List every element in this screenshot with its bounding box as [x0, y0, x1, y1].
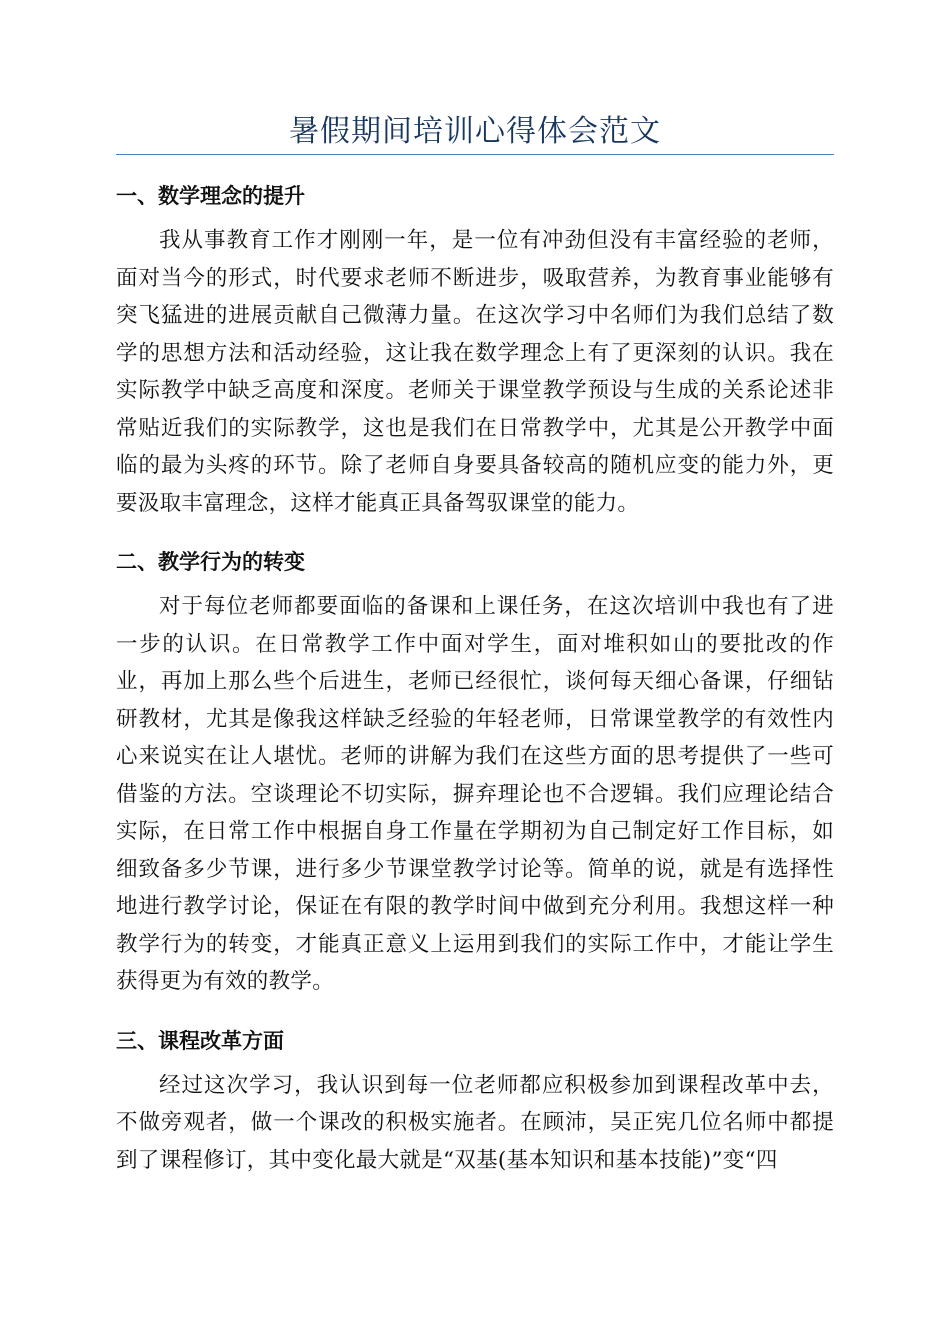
- section-2: [116, 536, 834, 1001]
- section-1: [116, 170, 834, 522]
- section-heading: 三、课程改革方面: [116, 1028, 284, 1053]
- section-paragraph: 经过这次学习，我认识到每一位老师都应积极参加到课程改革中去，不做旁观者，做一个课改的积极实施者。在顾沛，吴正宪几位名师中都提到了课程修订，其中变化最大就是“双基(基本知识和基本技能)”变“四: [116, 1072, 834, 1173]
- section-heading: 一、数学理念的提升: [116, 184, 305, 208]
- section-3: [116, 1015, 834, 1180]
- document-body: [116, 170, 834, 1193]
- section-paragraph: 对于每位老师都要面临的备课和上课任务，在这次培训中我也有了进一步的认识。在日常教学工作中面对学生，面对堆积如山的要批改的作业，再加上那么些个后进生，老师已经很忙，谈何每天细心备课，仔细钻研教材，尤其是像我这样缺乏经验的年轻老师，日常课堂教学的有效性内心来说实在让人堪忧。老师的讲解为我们在这些方面的思考提供了一些可借鉴的方法。空谈理论不切实际，摒弃理论也不合逻辑。我们应理论结合实际，在日常工作中根据自身工作量在学期初为自己制定好工作目标，如细致备多少节课，进行多少节课堂教学讨论等。简单的说，就是有选择性地进行教学讨论，保证在有限的教学时间中做到充分利用。我想这样一种教学行为的转变，才能真正意义上运用到我们的实际工作中，才能让学生获得更为有效的教学。: [116, 594, 834, 994]
- title-underline: [116, 154, 834, 155]
- section-heading: 二、教学行为的转变: [116, 550, 305, 574]
- section-paragraph: 我从事教育工作才刚刚一年，是一位有冲劲但没有丰富经验的老师，面对当今的形式，时代要求老师不断进步，吸取营养，为教育事业能够有突飞猛进的进展贡献自己微薄力量。在这次学习中名师们为我们总结了数学的思想方法和活动经验，这让我在数学理念上有了更深刻的认识。我在实际教学中缺乏高度和深度。老师关于课堂教学预设与生成的关系论述非常贴近我们的实际教学，这也是我们在日常教学中，尤其是公开教学中面临的最为头疼的环节。除了老师自身要具备较高的随机应变的能力外，更要汲取丰富理念，这样才能真正具备驾驭课堂的能力。: [116, 228, 834, 516]
- document-title: 暑假期间培训心得体会范文: [289, 114, 661, 149]
